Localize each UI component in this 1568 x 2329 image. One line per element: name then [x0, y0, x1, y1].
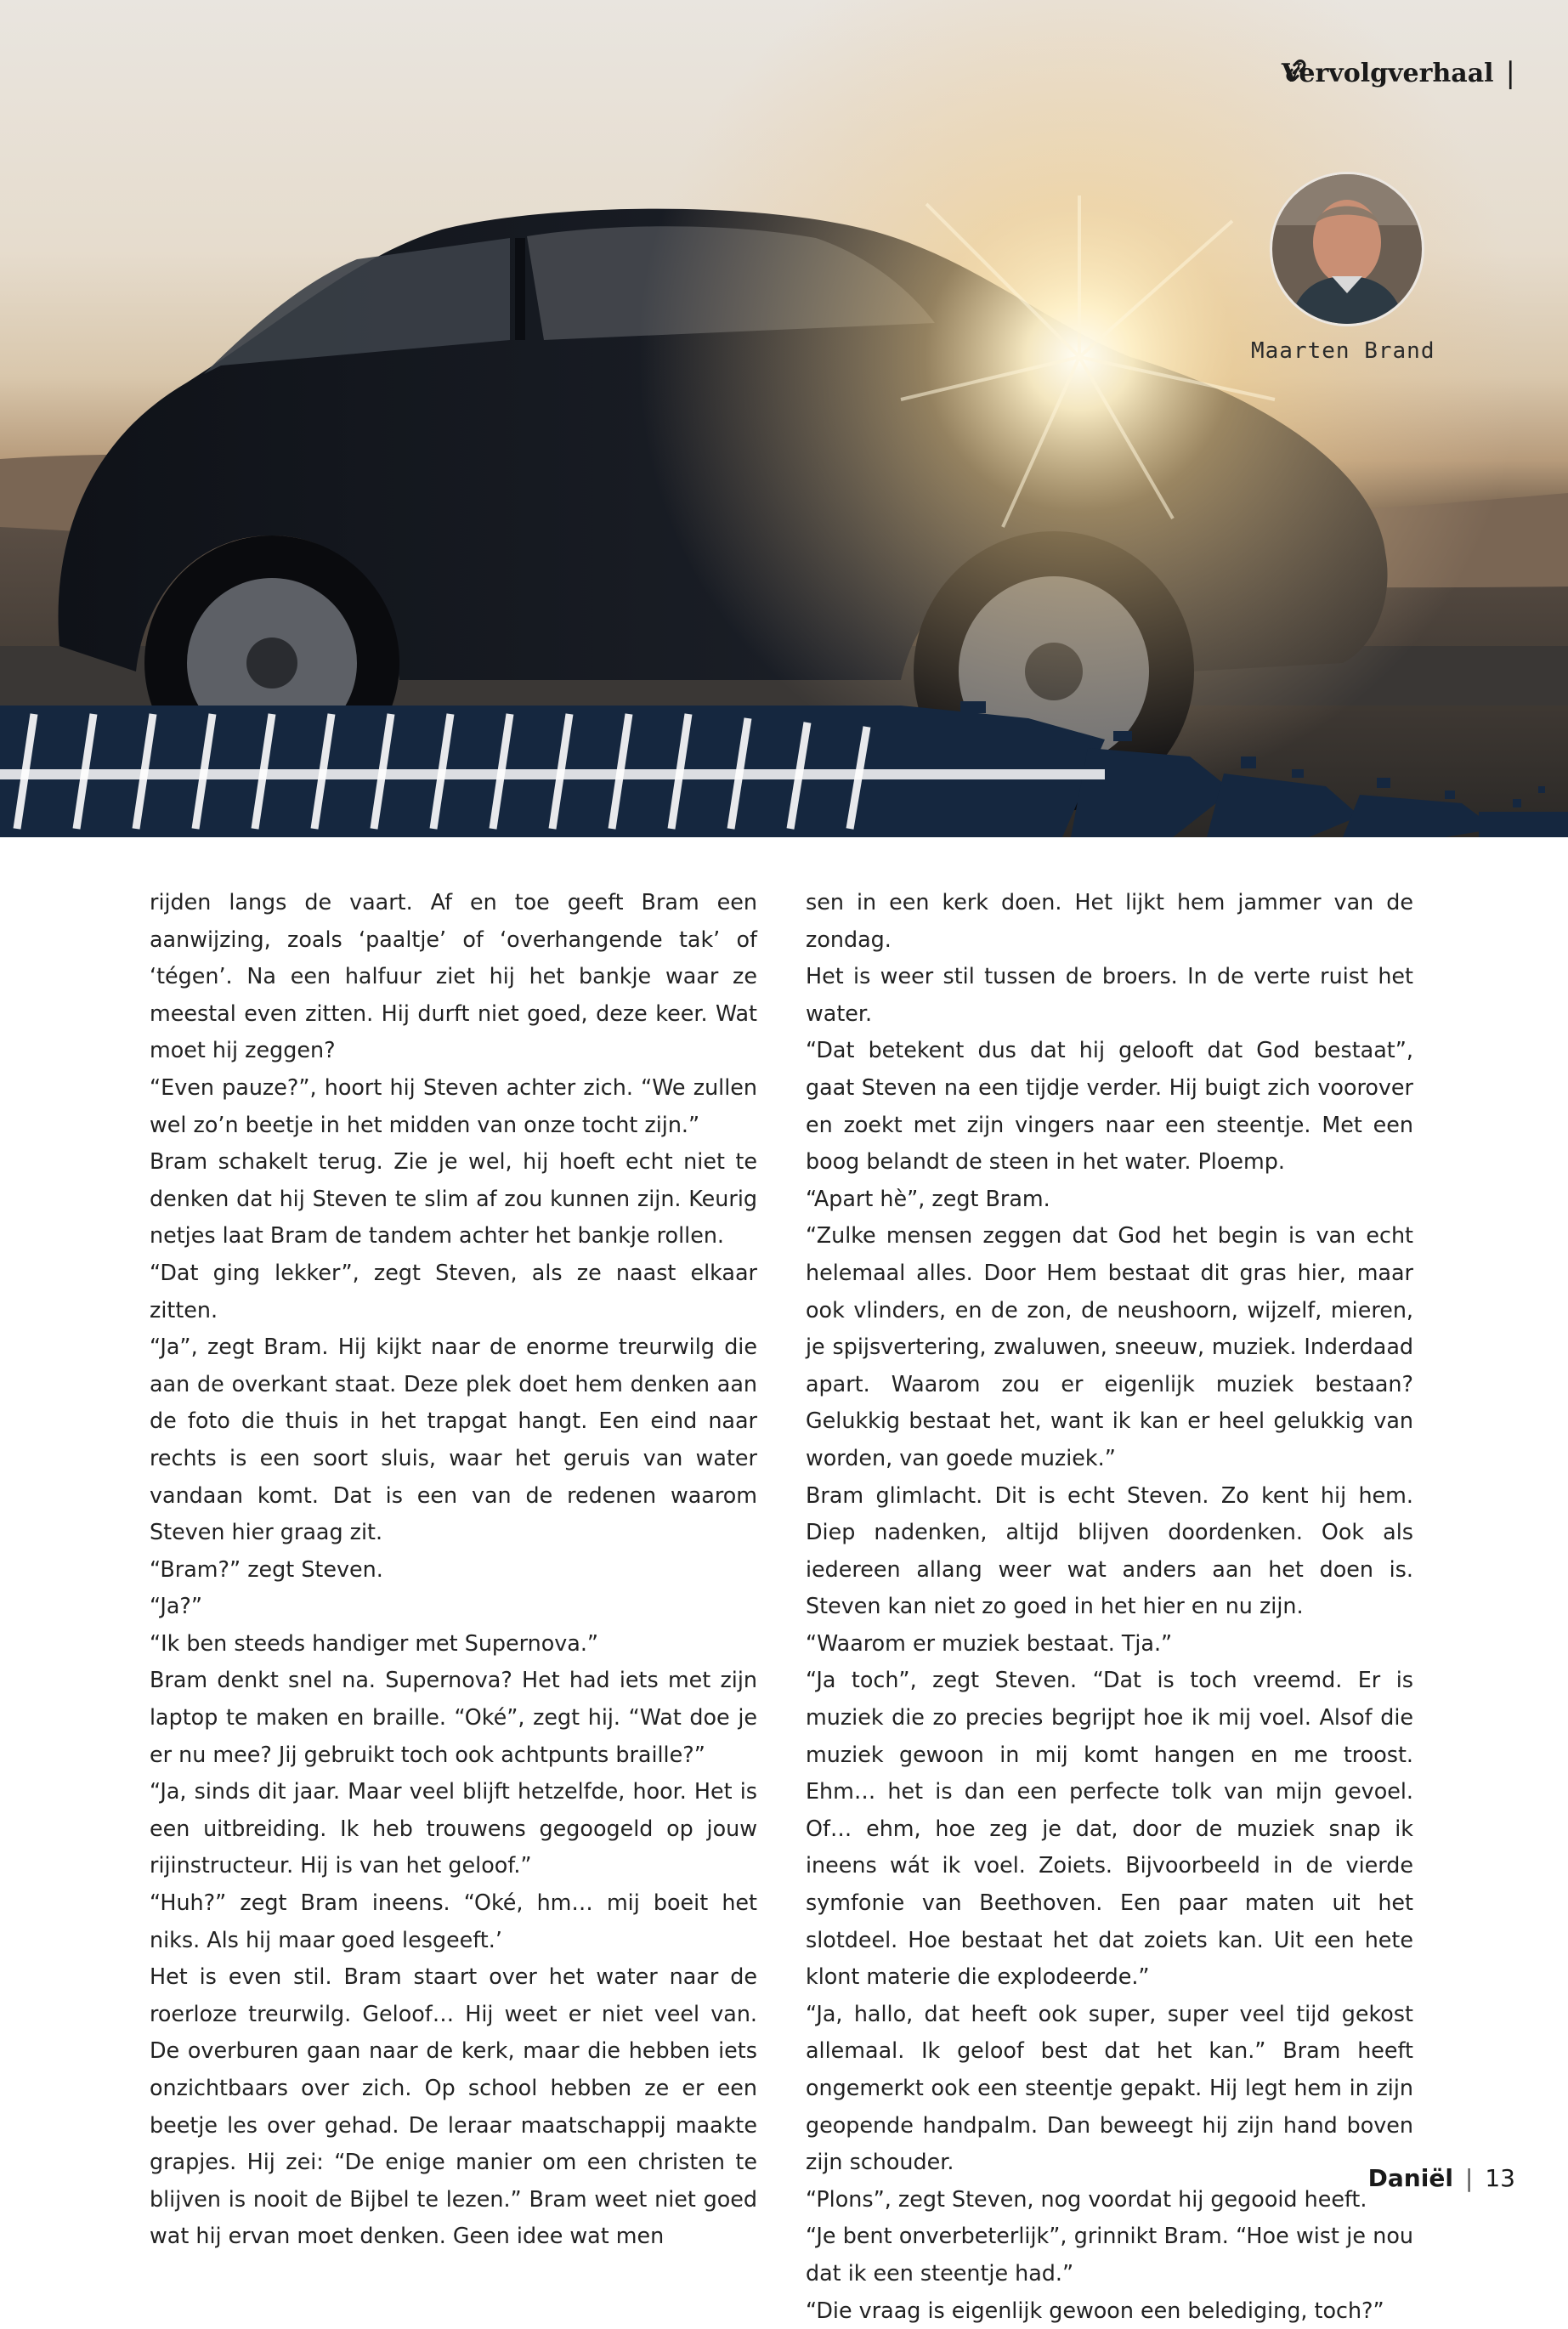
- section-label: [1282, 56, 1515, 90]
- paragraph: “Ja, hallo, dat heeft ook super, super veel tijd gekost allemaal. Ik geloof best dat het kan.” Bram heeft ongemerkt ook een steentje gepakt. Hij legt hem in zijn geopende handpalm. Dan beweegt hij zijn hand boven zijn schouder.: [806, 2000, 1413, 2175]
- section-separator: |: [1505, 56, 1515, 90]
- paragraph: “Je bent onverbeterlijk”, grinnikt Bram. “Hoe wist je nou dat ik een steentje had.”: [806, 2223, 1413, 2286]
- page-footer: [1368, 2164, 1515, 2192]
- paragraph: “Ja”, zegt Bram. Hij kijkt naar de enorme treurwilg die aan de overkant staat. Deze plek doet hem denken aan de foto die thuis in het trapgat hangt. Een eind naar rechts is een soort sluis, waar het geruis van water vandaan komt. Dat is een van de redenen waarom Steven hier graag zit.: [150, 1334, 757, 1545]
- paragraph: “Apart hè”, zegt Bram.: [806, 1185, 1050, 1211]
- car-photo: [0, 0, 1568, 837]
- page-number: 13: [1485, 2164, 1515, 2192]
- footer-separator: |: [1464, 2164, 1474, 2192]
- paragraph: Bram schakelt terug. Zie je wel, hij hoeft echt niet te denken dat hij Steven te slim af zou kunnen zijn. Keurig netjes laat Bram de tandem achter het bankje rollen.: [150, 1148, 757, 1249]
- article-column-left: [150, 884, 757, 2255]
- paragraph: “Plons”, zegt Steven, nog voordat hij gegooid heeft.: [806, 2185, 1367, 2212]
- link-icon: [1282, 56, 1310, 85]
- paragraph: Het is weer stil tussen de broers. In de verte ruist het water.: [806, 963, 1413, 1026]
- paragraph: Het is even stil. Bram staart over het water naar de roerloze treurwilg. Geloof… Hij weet er niet veel van. De overburen gaan naar de kerk, maar die hebben iets onzichtbaars over zich. Op school hebben ze er een beetje les over gehad. De leraar maatschappij maakte grapjes. Hij zei: “De enige manier om een christen te blijven is nooit de Bijbel te lezen.” Bram weet niet goed wat hij ervan moet denken. Geen idee wat men: [150, 1964, 757, 2249]
- paragraph: “Ja toch”, zegt Steven. “Dat is toch vreemd. Er is muziek die zo precies begrijpt hoe ik mij voel. Alsof die muziek gewoon in mij komt hangen en me troost. Ehm… het is dan een perfecte tolk van mijn gevoel. Of… ehm, hoe zeg je dat, door de muziek snap ik ineens wát ik voel. Zoiets. Bijvoorbeeld in de vierde symfonie van Beethoven. Een paar maten uit het slotdeel. Hoe bestaat het dat zoiets kan. Uit een hete klont materie die explodeerde.”: [806, 1667, 1413, 1990]
- section-title: Vervolgverhaal: [1281, 58, 1494, 88]
- paragraph: “Huh?” zegt Bram ineens. “Oké, hm… mij boeit het niks. Als hij maar goed lesgeeft.’: [150, 1890, 757, 1952]
- author-avatar: [1270, 172, 1424, 326]
- paragraph: rijden langs de vaart. Af en toe geeft Bram een aanwijzing, zoals ‘paaltje’ of ‘overhangende tak’ of ‘tégen’. Na een halfuur ziet hij het bankje waar ze meestal even zitten. Hij durft niet goed, deze keer. Wat moet hij zeggen?: [150, 889, 757, 1063]
- paragraph: “Waarom er muziek bestaat. Tja.”: [806, 1629, 1173, 1656]
- paragraph: “Ik ben steeds handiger met Supernova.”: [150, 1629, 599, 1656]
- hero-image: [0, 0, 1568, 837]
- author-name: Maarten Brand: [1251, 338, 1435, 364]
- paragraph: “Zulke mensen zeggen dat God het begin is van echt helemaal alles. Door Hem bestaat dit gras hier, maar ook vlinders, en de zon, de neushoorn, wijzelf, mieren, je spijsvertering, zwaluwen, sneeuw, muziek. Inderdaad apart. Waarom zou er eigenlijk muziek bestaan? Gelukkig bestaat het, want ik kan er heel gelukkig van worden, van goede muziek.”: [806, 1222, 1413, 1470]
- author-portrait: [1272, 174, 1422, 324]
- paragraph: “Bram?” zegt Steven.: [150, 1556, 383, 1582]
- paragraph: Bram denkt snel na. Supernova? Het had iets met zijn laptop te maken en braille. “Oké”, zegt hij. “Wat doe je er nu mee? Jij gebruikt toch ook achtpunts braille?”: [150, 1667, 757, 1767]
- paragraph: “Dat betekent dus dat hij gelooft dat God bestaat”, gaat Steven na een tijdje verder. Hij buigt zich voorover en zoekt met zijn vingers naar een steentje. Met een boog belandt de steen in het water. Ploemp.: [806, 1037, 1413, 1175]
- paragraph: “Even pauze?”, hoort hij Steven achter zich. “We zullen wel zo’n beetje in het midden van onze tocht zijn.”: [150, 1074, 757, 1137]
- article-column-right: [806, 884, 1413, 2329]
- paragraph: Bram glimlacht. Dit is echt Steven. Zo kent hij hem. Diep nadenken, altijd blijven doordenken. Ook als iedereen allang weer wat anders aan het doen is. Steven kan niet zo goed in het hier en nu zijn.: [806, 1482, 1413, 1619]
- magazine-name: Daniël: [1367, 2164, 1453, 2192]
- paragraph: “Ja?”: [150, 1593, 203, 1619]
- paragraph: “Die vraag is eigenlijk gewoon een belediging, toch?”: [806, 2297, 1384, 2323]
- paragraph: “Dat ging lekker”, zegt Steven, als ze naast elkaar zitten.: [150, 1259, 757, 1323]
- paragraph: “Ja, sinds dit jaar. Maar veel blijft hetzelfde, hoor. Het is een uitbreiding. Ik heb trouwens gegoogeld op jouw rijinstructeur. Hij is van het geloof.”: [150, 1778, 757, 1878]
- paragraph: sen in een kerk doen. Het lijkt hem jammer van de zondag.: [806, 889, 1413, 952]
